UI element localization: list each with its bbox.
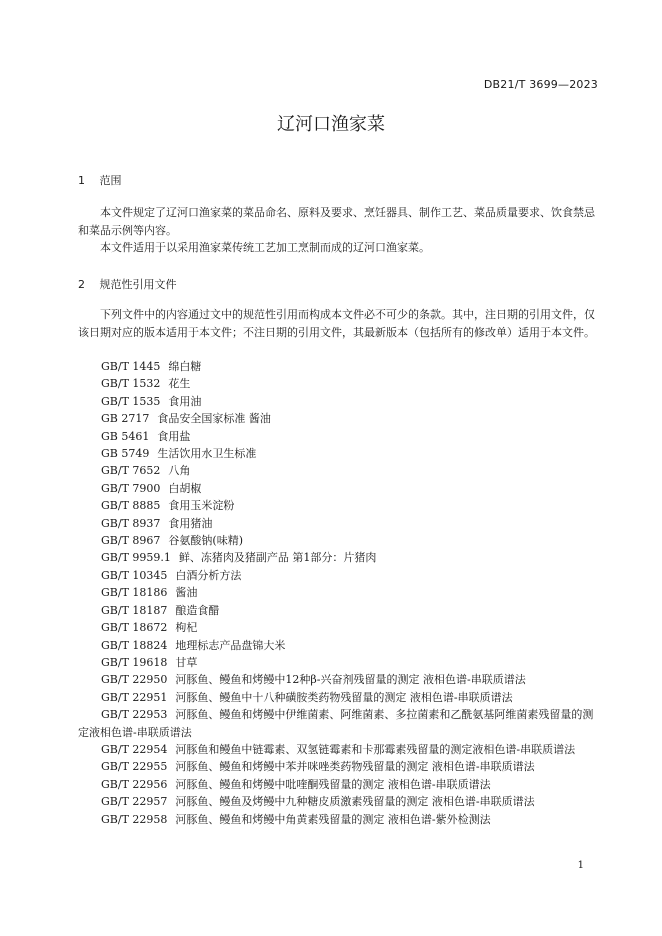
reference-title: 河豚鱼、鳗鱼和烤鳗中吡喹酮残留量的测定 液相色谱-串联质谱法 [175,777,491,791]
reference-code: GB/T 8937 [101,516,161,530]
reference-item [78,654,602,671]
reference-code: GB/T 22958 [101,812,168,826]
reference-code: GB/T 10345 [101,568,168,582]
reference-title: 甘草 [175,655,198,669]
reference-title: 绵白糖 [168,360,202,373]
reference-title: 河豚鱼、鳗鱼和烤鳗中苯并咪唑类药物残留量的测定 液相色谱-串联质谱法 [175,760,535,774]
reference-code: GB/T 8885 [101,499,161,513]
reference-code: GB/T 18672 [101,621,168,635]
reference-title: 八角 [168,464,191,478]
reference-code: GB/T 8967 [101,534,161,548]
scope-paragraph: 本文件适用于以采用渔家菜传统工艺加工烹制而成的辽河口渔家菜。 [100,241,430,254]
section-number: 2 [78,278,85,291]
reference-item [78,689,602,706]
reference-item [78,549,602,566]
reference-item [78,584,602,601]
reference-code: GB/T 1445 [101,360,161,373]
section-title: 规范性引用文件 [99,278,177,291]
document-title: 辽河口渔家菜 [277,114,385,135]
document-code: DB21/T 3699—2023 [483,78,598,91]
reference-item [78,758,602,775]
reference-item [78,567,602,584]
reference-title: 河豚鱼和鳗鱼中链霉素、双氢链霉素和卡那霉素残留量的测定液相色谱-串联质谱法 [175,742,576,756]
reference-item [78,776,602,793]
section-number: 1 [78,174,85,187]
reference-item [78,741,602,758]
reference-item [78,637,602,654]
reference-code: GB 5749 [101,447,150,461]
reference-code: GB/T 22950 [101,673,168,687]
reference-item [78,515,602,532]
reference-item [78,619,602,636]
reference-item [78,428,602,445]
reference-code: GB/T 22956 [101,777,168,791]
reference-title: 河豚鱼、鳗鱼及烤鳗中九种糖皮质激素残留量的测定 液相色谱-串联质谱法 [175,795,535,809]
reference-code: GB/T 1532 [101,377,161,391]
reference-item [78,706,602,741]
reference-item [78,497,602,514]
reference-code: GB/T 1535 [101,394,161,408]
reference-code: GB 2717 [101,412,150,426]
reference-title: 酿造食醋 [175,603,220,617]
reference-code: GB/T 18824 [101,638,168,652]
reference-title: 食用玉米淀粉 [168,499,235,513]
reference-item [78,671,602,688]
reference-item [78,445,602,462]
reference-item [78,602,602,619]
reference-item [78,462,602,479]
reference-code: GB/T 19618 [101,655,168,669]
reference-item [78,793,602,810]
reference-title: 白酒分析方法 [175,568,242,582]
reference-code: GB/T 22955 [101,760,168,774]
reference-item [78,375,602,392]
reference-title: 谷氨酸钠(味精) [168,534,243,548]
reference-code: GB/T 22953 [101,708,168,722]
reference-item [78,811,602,828]
reference-code: GB/T 18186 [101,586,168,600]
reference-title: 白胡椒 [168,481,202,495]
reference-title: 鲜、冻猪肉及猪副产品 第1部分：片猪肉 [178,551,377,565]
section-heading-normative-references [78,276,177,292]
reference-title: 食品安全国家标准 酱油 [157,412,271,426]
scope-paragraph: 本文件规定了辽河口渔家菜的菜品命名、原料及要求、烹饪器具、制作工艺、菜品质量要求、饮食禁忌和菜品示例等内容。 [78,206,595,237]
reference-title: 生活饮用水卫生标准 [157,447,257,461]
reference-item [78,393,602,410]
reference-code: GB 5461 [101,429,150,443]
references-intro-paragraph: 下列文件中的内容通过文中的规范性引用而构成本文件必不可少的条款。其中，注日期的引用文件，仅该日期对应的版本适用于本文件；不注日期的引用文件，其最新版本（包括所有的修改单）适用于本文件。 [78,308,595,339]
reference-title: 地理标志产品盘锦大米 [175,638,286,652]
reference-code: GB/T 7900 [101,481,161,495]
reference-code: GB/T 22951 [101,690,168,704]
reference-code: GB/T 22957 [101,795,168,809]
reference-title: 食用盐 [157,429,191,443]
reference-title: 枸杞 [175,621,198,635]
section-heading-scope [78,172,122,188]
reference-title: 河豚鱼、鳗鱼和烤鳗中角黄素残留量的测定 液相色谱-紫外检测法 [175,812,491,826]
reference-title: 河豚鱼、鳗鱼和烤鳗中12种β-兴奋剂残留量的测定 液相色谱-串联质谱法 [175,673,526,687]
reference-item [78,358,602,375]
page-number: 1 [577,860,584,871]
reference-title: 食用猪油 [168,516,213,530]
section-title: 范围 [99,174,122,187]
reference-title: 河豚鱼、鳗鱼和烤鳗中伊维菌素、阿维菌素、多拉菌素和乙酰氨基阿维菌素残留量的测定液相色谱-串联质谱法 [78,708,594,739]
reference-title: 食用油 [168,394,202,408]
reference-item [78,532,602,549]
reference-code: GB/T 22954 [101,742,168,756]
reference-code: GB/T 9959.1 [101,551,171,565]
reference-list [78,358,602,828]
reference-code: GB/T 7652 [101,464,161,478]
reference-item [78,480,602,497]
reference-title: 酱油 [175,586,198,600]
reference-title: 河豚鱼、鳗鱼中十八种磺胺类药物残留量的测定 液相色谱-串联质谱法 [175,690,513,704]
reference-item [78,410,602,427]
reference-title: 花生 [168,377,191,391]
reference-code: GB/T 18187 [101,603,168,617]
